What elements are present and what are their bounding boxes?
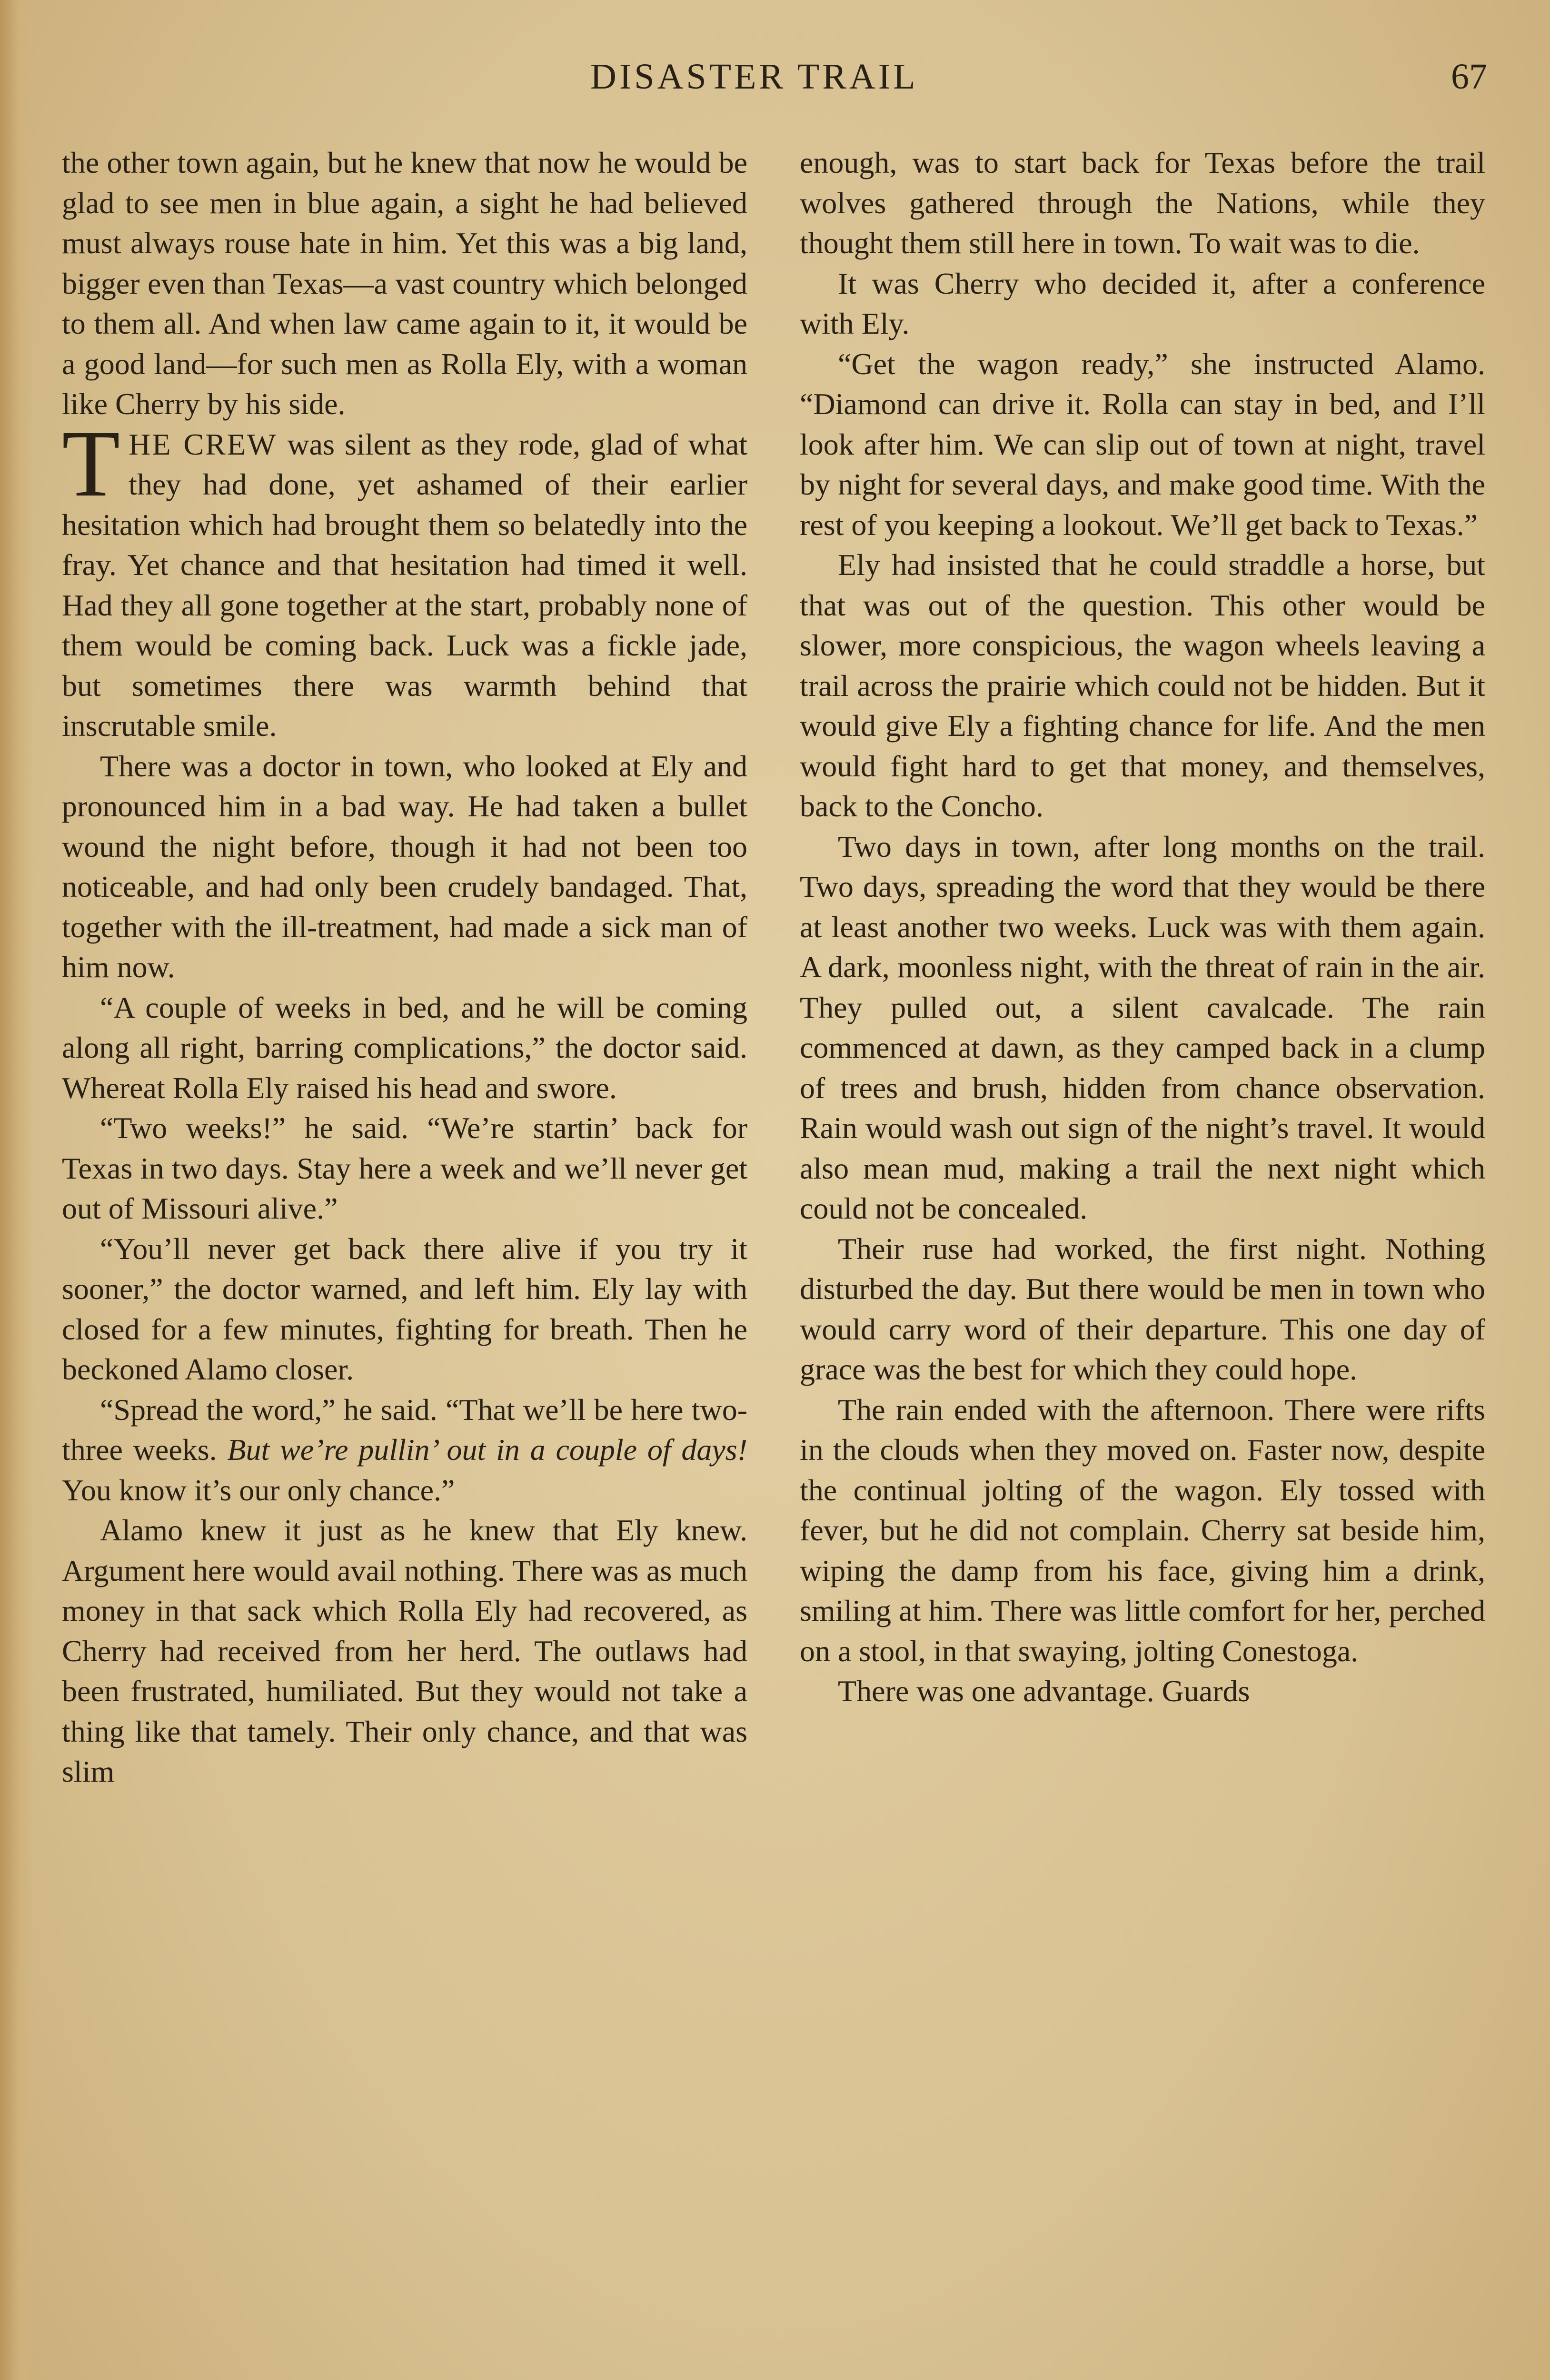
paragraph: It was Cherry who decided it, after a conference with Ely. xyxy=(800,266,1485,340)
section-opening-paragraph xyxy=(62,411,747,746)
paragraph: Ely had insisted that he could straddle a horse, but that was out of the question. This other would be slower, more conspicious, the wagon wheels leaving a trail across the prairie which could not be hidden. But it would give Ely a fighting chance for life. And the men would fight hard to get that money, and themselves, back to the Concho. xyxy=(800,548,1485,823)
paragraph: There was a doctor in town, who looked at Ely and pronounced him in a bad way. He had taken a bullet wound the night before, though it had not been too noticeable, and had only been crudely bandaged. That, together with the ill-treatment, had made a sick man of him now. xyxy=(62,749,747,984)
paragraph: enough, was to start back for Texas before the trail wolves gathered through the Nations, while they thought them still here in town. To wait was to die. xyxy=(800,146,1485,260)
paragraph-text: “Spread the word,” he said. “That we’ll be here two-three weeks. xyxy=(62,1392,747,1467)
paragraph-text: was silent as they rode, glad of what they had done, yet ashamed of their earlier hesitation which had brought them so belatedly into the fray. Yet chance and that hesitation had timed it well. Had they all gone together at the start, probably none of them would be coming back. Luck was a fickle jade, but sometimes there was warmth behind that inscrutable smile. xyxy=(62,427,747,743)
paragraph: “Two weeks!” he said. “We’re startin’ back for Texas in two days. Stay here a week and we’ll never get out of Missouri alive.” xyxy=(62,1111,747,1225)
paragraph-text: You know it’s our only chance.” xyxy=(62,1473,455,1507)
page-edge-shadow xyxy=(0,0,33,2380)
paragraph: Alamo knew it just as he knew that Ely knew. Argument here would avail nothing. There was as much money in that sack which Rolla Ely had recovered, as Cherry had received from her herd. The outlaws had been frustrated, humiliated. But they would not take a thing like that tamely. Their only chance, and that was slim xyxy=(62,1513,747,1788)
left-text-column xyxy=(62,143,747,2380)
small-caps-lead: HE CREW xyxy=(129,427,278,461)
page-number: 67 xyxy=(1451,57,1487,97)
running-title: DISASTER TRAIL xyxy=(590,57,918,97)
paragraph: There was one advantage. Guards xyxy=(838,1674,1250,1708)
paragraph: The rain ended with the afternoon. There were rifts in the clouds when they moved on. Faster now, despite the continual jolting of the wagon. Ely tossed with fever, but he did not complain. Cherry sat beside him, wiping the damp from his face, giving him a drink, smiling at him. There was little comfort for her, perched on a stool, in that swaying, jolting Conestoga. xyxy=(800,1392,1485,1668)
drop-cap: T xyxy=(62,411,120,516)
paragraph: “You’ll never get back there alive if you try it sooner,” the doctor warned, and left him. Ely lay with closed for a few minutes, fighting for breath. Then he beckoned Alamo closer. xyxy=(62,1231,747,1386)
italic-text: But we’re pullin’ out in a couple of days! xyxy=(227,1433,747,1467)
paragraph: the other town again, but he knew that now he would be glad to see men in blue again, a sight he had believed must always rouse hate in him. Yet this was a big land, bigger even than Texas—a vast country which belonged to them all. And when law came again to it, it would be a good land—for such men as Rolla Ely, with a woman like Cherry by his side. xyxy=(62,146,747,421)
paragraph: Two days in town, after long months on the trail. Two days, spreading the word that they would be there at least another two weeks. Luck was with them again. A dark, moonless night, with the threat of rain in the air. They pulled out, a silent cavalcade. The rain commenced at dawn, as they camped back in a clump of trees and brush, hidden from chance observation. Rain would wash out sign of the night’s travel. It would also mean mud, making a trail the next night which could not be concealed. xyxy=(800,829,1485,1225)
right-text-column xyxy=(800,143,1485,2380)
paragraph: Their ruse had worked, the first night. Nothing disturbed the day. But there would be men in town who would carry word of their departure. This one day of grace was the best for which they could hope. xyxy=(800,1231,1485,1386)
paragraph: “A couple of weeks in bed, and he will be coming along all right, barring complications,” the doctor said. Whereat Rolla Ely raised his head and swore. xyxy=(62,990,747,1105)
paragraph xyxy=(62,1390,747,1511)
paragraph: “Get the wagon ready,” she instructed Alamo. “Diamond can drive it. Rolla can stay in bed, and I’ll look after him. We can slip out of town at night, travel by night for several days, and make good time. With the rest of you keeping a lookout. We’ll get back to Texas.” xyxy=(800,347,1485,542)
